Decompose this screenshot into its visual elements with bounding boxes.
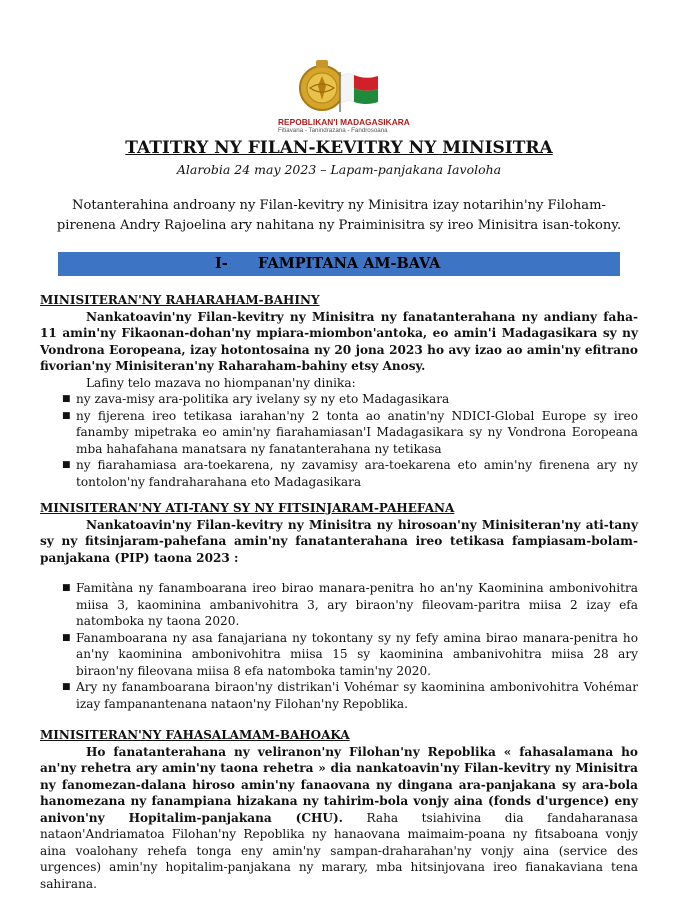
ministry-heading: MINISITERAN'NY RAHARAHAM-BAHINY [40, 293, 320, 307]
bullet-list [40, 580, 638, 712]
ministry-heading: MINISITERAN'NY FAHASALAMAM-BAHOAKA [40, 728, 350, 742]
list-item: ■ ny fijerena ireo tetikasa iarahan'ny 2 tonta ao anatin'ny NDICI-Global Europe sy ireo fanamby mipetraka eo amin'ny fiarahamiasan'I Madagasikara sy ny Vondrona Eoropeana mba hahafahana manatsara ny fanatanterahana ny tetikasa [62, 408, 638, 456]
list-item: ■ Famitàna ny fanamboarana ireo birao manara-penitra ho an'ny Kaominina ambonivohitra miisa 3, kaominina ambanivohitra 3, ary biraon'ny fileovam-paritra miisa 2 izay efa natomboka ny taona 2020. [62, 581, 638, 628]
decision-bold-text: Ho fanatanterahana ny veliranon'ny Filohan'ny Repoblika « fahasalamana ho an'ny rehetra ary amin'ny taona rehetra » dia nankatoavin'ny Filan-kevitry ny Minisitra ny fanomezan-dalana hiroso amin'ny fanaovana ny dingana ara-panjakana sy ara-bola hanomezana ny fanampiana hizakana ny tahirim-bola vonjy aina (fonds d'urgence) eny anivon'ny Hopitalim-panjakana (CHU). [40, 744, 638, 825]
sub-paragraph: Lafiny telo mazava no hiompanan'ny dinika: [86, 375, 356, 390]
section-fahasalamam-bahoaka [40, 727, 638, 892]
section-number: I- [215, 255, 228, 272]
list-item: ■ Fanamboarana ny asa fanajariana ny tokontany sy ny fefy amina birao manara-penitra ho an'ny kaominina ambonivohitra miisa 15 sy kaominina ambanivohitra miisa 28 ary biraon'ny fileovana miisa 8 efa natomboka tamin'ny 2020. [62, 630, 638, 678]
section-title: FAMPITANA AM-BAVA [258, 255, 441, 272]
document-date: Alarobia 24 may 2023 – Lapam-panjakana Iavoloha [176, 162, 502, 177]
list-item: ■ ny fiarahamiasa ara-toekarena, ny zavamisy ara-toekarena eto amin'ny firenena ary ny tontolon'ny fandraharahana eto Madagasikara [62, 458, 638, 489]
decision-paragraph: Nankatoavin'ny Filan-kevitry ny Minisitra ny hirosoan'ny Minisiteran'ny ati-tany sy ny fitsinjaram-pahefana amin'ny fanatanterahana ireo tetikasa fampiasam-bolam-panjakana (PIP) taona 2023 : [40, 517, 638, 565]
bullet-icon: ■ [62, 394, 71, 404]
decision-normal-text: Raha tsiahivina dia fandaharanasa nataon'Andriamatoa Filohan'ny Repoblika ny hanaovana maimaim-poana ny fitsaboana vonjy aina voalohany rehefa tonga eny amin'ny sampan-draharahan'ny vonjy aina (service des urgences) amin'ny hopitalim-panjakana ny marary, mba hitsinjovana ireo fianakaviana tena sahirana. [40, 810, 638, 891]
republic-name: REPOBLIKAN'I MADAGASIKARA [278, 117, 410, 127]
republic-motto: Fitiavana - Tanindrazana - Fandrosoana [278, 127, 388, 134]
bullet-icon: ■ [62, 682, 71, 692]
document-title: TATITRY NY FILAN-KEVITRY NY MINISITRA [125, 138, 553, 158]
decision-paragraph: Nankatoavin'ny Filan-kevitry ny Minisitra ny fanatanterahana ny andiany faha-11 amin'ny Fikaonan-dohan'ny mpiara-miombon'antoka, eo amin'i Madagasikara sy ny Vondrona Eoropeana, izay hotontosaina ny 20 jona 2023 ho avy izao ao amin'ny efitrano fivorian'ny Minisiteran'ny Raharaham-bahiny etsy Anosy. [40, 309, 638, 373]
republic-logo [272, 58, 422, 138]
decision-paragraph [40, 744, 638, 893]
bullet-icon: ■ [62, 583, 71, 593]
bullet-icon: ■ [62, 410, 71, 421]
intro-paragraph: Notanterahina androany ny Filan-kevitry ny Minisitra izay notarihin'ny Filoham-pirenena Andry Rajoelina ary nahitana ny Praiminisitra sy ireo Minisitra isan-tokony. [56, 198, 622, 233]
section-raharaham-bahiny [40, 292, 638, 490]
section-ati-tany [40, 500, 638, 712]
bullet-icon: ■ [62, 632, 71, 643]
list-item: ■ ny zava-misy ara-politika ary ivelany sy ny eto Madagasikara [62, 392, 450, 406]
bullet-icon: ■ [62, 460, 71, 470]
list-item: ■ Ary ny fanamboarana biraon'ny distrikan'i Vohémar sy kaominina ambonivohitra Vohémar izay fampanantenana nataon'ny Filohan'ny Repoblika. [62, 680, 638, 711]
section-heading-bar [58, 252, 620, 276]
bullet-list [40, 391, 638, 490]
ministry-heading: MINISITERAN'NY ATI-TANY SY NY FITSINJARAM-PAHEFANA [40, 501, 455, 515]
flag-icon [338, 72, 380, 112]
